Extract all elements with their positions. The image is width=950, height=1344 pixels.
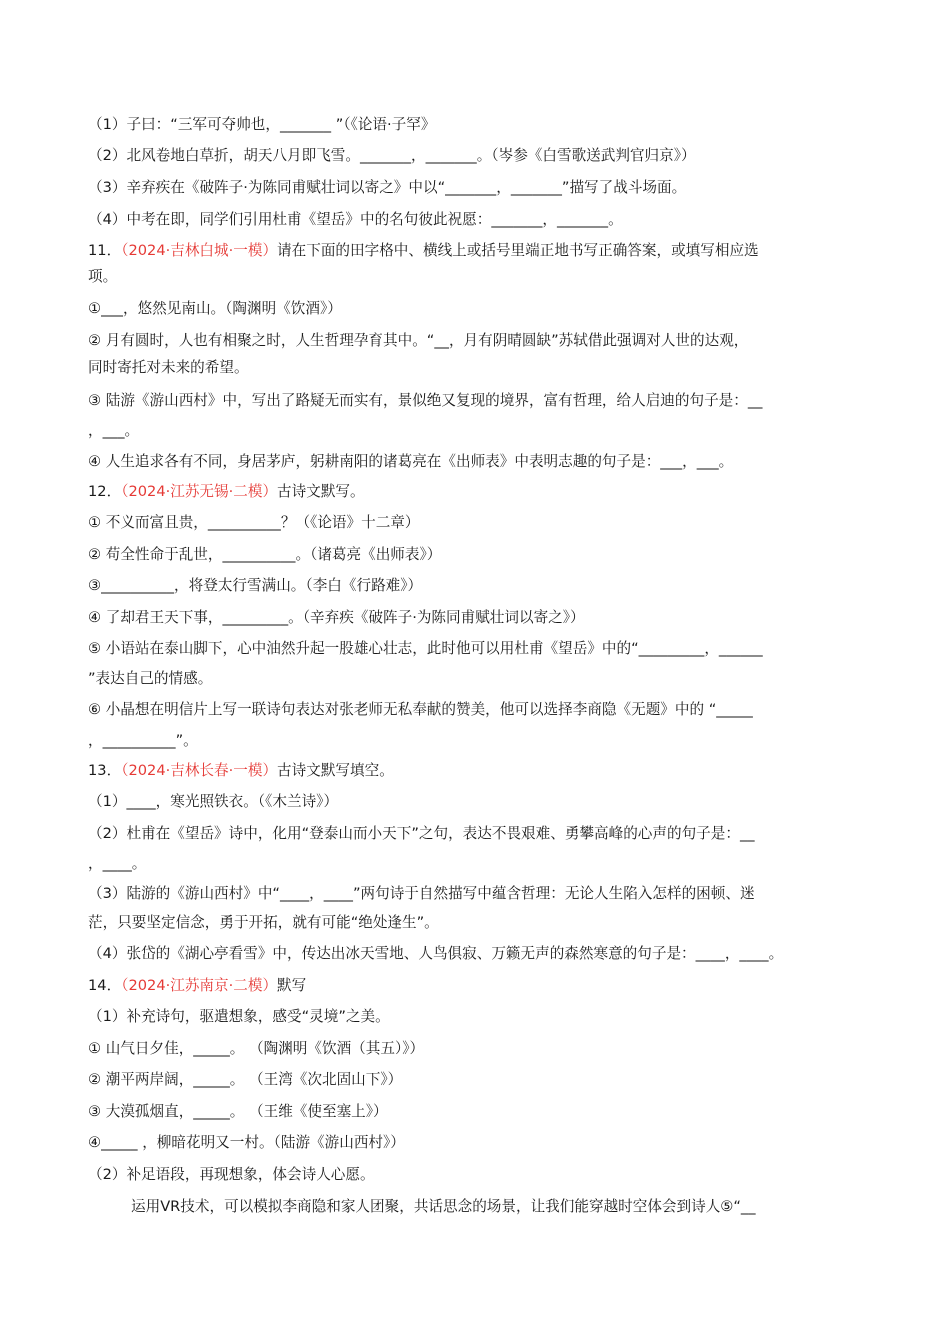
text-line <box>88 421 868 441</box>
line-text: ③__________，将登太行雪满山。（李白《行路难》） <box>88 577 423 594</box>
question-prompt: 请在下面的田字格中、横线上或括号里端正地书写正确答案，或填写相应选 <box>277 242 759 259</box>
text-line <box>88 700 868 720</box>
text-line <box>131 1197 871 1217</box>
line-text: （1）____，寒光照铁衣。（《木兰诗》） <box>88 793 339 810</box>
text-line <box>88 299 868 319</box>
line-text: ，___。 <box>88 422 140 439</box>
text-line <box>88 884 868 904</box>
question-header-11 <box>88 241 868 261</box>
text-line <box>88 1070 868 1090</box>
line-text: ①___，悠然见南山。（陶渊明《饮酒》） <box>88 300 342 317</box>
line-text: ④_____ ，柳暗花明又一村。（陆游《游山西村》） <box>88 1134 405 1151</box>
line-text: ② 潮平两岸阔，_____。 （王湾《次北固山下》） <box>88 1071 403 1088</box>
line-text: ④ 了却君王天下事，_________。（辛弃疾《破阵子·为陈同甫赋壮词以寄之》） <box>88 609 585 626</box>
question-prompt: 古诗文默写填空。 <box>277 762 394 779</box>
text-line <box>88 513 868 533</box>
line-text: （1）补充诗句，驱遣想象，感受“灵境”之美。 <box>88 1008 390 1025</box>
line-text: （2）补足语段，再现想象，体会诗人心愿。 <box>88 1166 375 1183</box>
text-line <box>88 545 868 565</box>
text-line <box>88 391 868 411</box>
text-line <box>88 1133 868 1153</box>
text-line <box>88 731 868 751</box>
line-text: （3）辛弃疾在《破阵子·为陈同甫赋壮词以寄之》中以“_______，_______”描写了战斗场面。 <box>88 179 687 196</box>
question-header-13 <box>88 761 868 781</box>
question-number: 12． <box>88 483 122 500</box>
line-text: （2）杜甫在《望岳》诗中，化用“登泰山而小天下”之句，表达不畏艰难、勇攀高峰的心声的句子是：__ <box>88 825 755 842</box>
line-text: ，____。 <box>88 855 147 872</box>
line-text: ② 月有圆时，人也有相聚之时，人生哲理孕育其中。“__，月有阴晴圆缺”苏轼借此强调对人世的达观， <box>88 332 749 349</box>
question-header-12 <box>88 482 868 502</box>
text-line <box>88 267 868 287</box>
line-text: ④ 人生追求各有不同，身居茅庐，躬耕南阳的诸葛亮在《出师表》中表明志趣的句子是：___，___。 <box>88 453 734 470</box>
line-text: 茫，只要坚定信念，勇于开拓，就有可能“绝处逢生”。 <box>88 914 439 931</box>
line-text: ① 不义而富且贵，__________？（《论语》十二章） <box>88 514 420 531</box>
line-text: ”表达自己的情感。 <box>88 670 213 687</box>
question-source: （2024·江苏南京·二模） <box>121 977 278 994</box>
text-line <box>88 913 868 933</box>
text-line <box>88 1007 868 1027</box>
line-text: ⑥ 小晶想在明信片上写一联诗句表达对张老师无私奉献的赞美，他可以选择李商隐《无题》中的 “_____ <box>88 701 753 718</box>
line-text: 项。 <box>88 268 118 285</box>
line-text: ⑤ 小语站在泰山脚下，心中油然升起一股雄心壮志，此时他可以用杜甫《望岳》中的“_________，______ <box>88 640 763 657</box>
line-text: （3）陆游的《游山西村》中“____，____”两句诗于自然描写中蕴含哲理：无论人生陷入怎样的困顿、迷 <box>88 885 755 902</box>
question-source: （2024·吉林长春·一模） <box>121 762 278 779</box>
text-line <box>88 1165 868 1185</box>
text-line <box>88 669 868 689</box>
question-header-14 <box>88 976 868 996</box>
line-text: （4）中考在即，同学们引用杜甫《望岳》中的名句彼此祝愿：_______，_______。 <box>88 211 623 228</box>
text-line <box>88 210 868 230</box>
text-line <box>88 639 868 659</box>
text-line <box>88 452 868 472</box>
question-prompt: 古诗文默写。 <box>277 483 365 500</box>
line-text: 同时寄托对未来的希望。 <box>88 359 249 376</box>
question-source: （2024·江苏无锡·二模） <box>121 483 278 500</box>
line-text: （2）北风卷地白草折，胡天八月即飞雪。_______，_______。（岑参《白雪歌送武判官归京》） <box>88 147 696 164</box>
text-line <box>88 854 868 874</box>
line-text: ③ 大漠孤烟直，_____。 （王维《使至塞上》） <box>88 1103 388 1120</box>
text-line <box>88 576 868 596</box>
text-line <box>88 178 868 198</box>
text-line <box>88 146 868 166</box>
text-line <box>88 1102 868 1122</box>
line-text: ② 苟全性命于乱世，__________。（诸葛亮《出师表》） <box>88 546 442 563</box>
text-line <box>88 115 868 135</box>
text-line <box>88 944 868 964</box>
question-number: 13． <box>88 762 122 779</box>
question-number: 11． <box>88 242 122 259</box>
text-line <box>88 1039 868 1059</box>
line-text: （1）子曰：“三军可夺帅也，_______ ”（《论语·子罕》 <box>88 116 436 133</box>
line-text: ，__________”。 <box>88 732 198 749</box>
text-line <box>88 331 868 351</box>
line-text: ③ 陆游《游山西村》中，写出了路疑无而实有，景似绝又复现的境界，富有哲理，给人启迪的句子是：__ <box>88 392 763 409</box>
question-prompt: 默写 <box>277 977 307 994</box>
question-number: 14． <box>88 977 122 994</box>
text-line <box>88 608 868 628</box>
question-source: （2024·吉林白城·一模） <box>121 242 278 259</box>
text-line <box>88 792 868 812</box>
text-line <box>88 358 868 378</box>
line-text: ① 山气日夕佳，_____。 （陶渊明《饮酒（其五）》） <box>88 1040 425 1057</box>
line-text: 运用VR技术，可以模拟李商隐和家人团聚，共话思念的场景，让我们能穿越时空体会到诗人⑤“__ <box>131 1198 756 1215</box>
text-line <box>88 824 868 844</box>
line-text: （4）张岱的《湖心亭看雪》中，传达出冰天雪地、人鸟俱寂、万籁无声的森然寒意的句子是：____，____。 <box>88 945 784 962</box>
